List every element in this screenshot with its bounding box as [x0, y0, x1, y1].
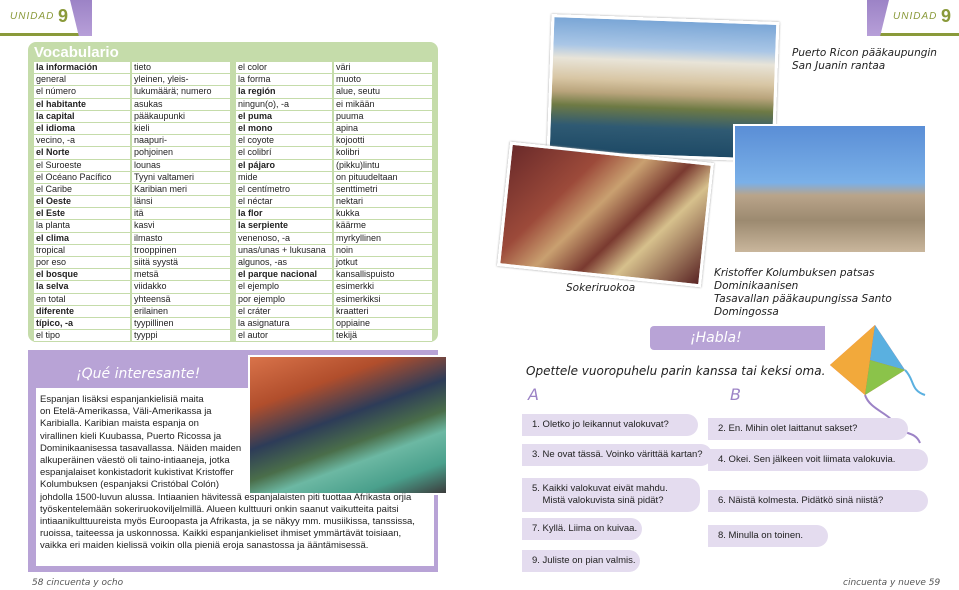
vocabulary-row	[34, 111, 230, 123]
vocabulary-row	[236, 306, 432, 318]
vocabulary-finnish: viidakko	[132, 281, 230, 292]
vocabulary-finnish: länsi	[132, 196, 230, 207]
vocabulary-spanish: ningun(o), -a	[236, 99, 332, 110]
vocabulary-row	[236, 160, 432, 172]
vocabulary-row	[236, 147, 432, 159]
vocabulary-row	[236, 257, 432, 269]
page-number-right: cincuenta y nueve 59	[843, 578, 941, 588]
column-a-heading: A	[528, 385, 539, 404]
vocabulary-finnish: tyyppi	[132, 330, 230, 341]
vocabulary-spanish: el coyote	[236, 135, 332, 146]
text-line: Karibialla. Karibian maista espanja on	[40, 418, 199, 430]
dialog-text: 5. Kaikki valokuvat eivät mahdu.	[532, 483, 668, 494]
dialog-text: 3. Ne ovat tässä. Voinko värittää kartan?	[532, 449, 703, 460]
vocabulary-spanish: en total	[34, 294, 130, 305]
unit-number: 9	[941, 6, 952, 26]
text-line: Kolumbuksen (espanjaksi Cristóbal Colón)	[40, 479, 220, 491]
vocabulary-finnish: metsä	[132, 269, 230, 280]
vocabulary-spanish: el Oeste	[34, 196, 130, 207]
vocabulary-finnish: pohjoinen	[132, 147, 230, 158]
sugarcane-photo	[497, 142, 714, 288]
vocabulary-finnish: lounas	[132, 160, 230, 171]
vocabulary-spanish: venenoso, -a	[236, 233, 332, 244]
text-line: työskentelemään sokeriruokoviljelmillä. Alueen kulttuuri onkin saanut vaikutteita paitsi	[40, 503, 399, 515]
text-line: ruoissa, taiteessa ja uskonnossa. Kaikki espanjankieliset ihmiset ymmärtävät toisiaan,	[40, 528, 402, 540]
text-line: espanjalaiset konkistadorit kukistivat Kristoffer	[40, 467, 234, 479]
vocabulary-row	[236, 86, 432, 98]
vocabulary-spanish: tropical	[34, 245, 130, 256]
vocabulary-spanish: la selva	[34, 281, 130, 292]
vocabulary-finnish: senttimetri	[334, 184, 432, 195]
vocabulary-row	[34, 257, 230, 269]
unit-tab-right	[867, 0, 959, 36]
vocabulary-spanish: por eso	[34, 257, 130, 268]
vocabulary-finnish: Karibian meri	[132, 184, 230, 195]
unit-label: UNIDAD	[10, 11, 55, 22]
vocabulary-finnish: kansallispuisto	[334, 269, 432, 280]
vocabulary-spanish: algunos, -as	[236, 257, 332, 268]
vocabulary-finnish: naapuri-	[132, 135, 230, 146]
vocabulary-row	[236, 330, 432, 342]
vocabulary-finnish: kojootti	[334, 135, 432, 146]
vocabulary-spanish: el néctar	[236, 196, 332, 207]
vocabulary-spanish: unas/unas + lukusana	[236, 245, 332, 256]
vocabulary-row	[236, 233, 432, 245]
page-number-left: 58 cincuenta y ocho	[32, 578, 124, 588]
vocabulary-row	[34, 74, 230, 86]
vocabulary-finnish: oppiaine	[334, 318, 432, 329]
vocabulary-finnish: apina	[334, 123, 432, 134]
vocabulary-spanish: el clima	[34, 233, 130, 244]
vocabulary-spanish: el tipo	[34, 330, 130, 341]
vocabulary-finnish: erilainen	[132, 306, 230, 317]
dialog-text: Mistä valokuvista sinä pidät?	[532, 495, 664, 506]
vocabulary-finnish: (pikku)lintu	[334, 160, 432, 171]
vocabulary-box	[28, 42, 438, 342]
text-line: johdolla 1500-luvun alussa. Intiaanien hävitessä espanjalaisten piti tuottaa Afrikasta orjia	[40, 491, 412, 503]
vocabulary-spanish: el cráter	[236, 306, 332, 317]
vocabulary-row	[34, 196, 230, 208]
dialog-line-b: 4. Okei. Sen jälkeen voit liimata valokuvia.	[708, 449, 928, 471]
vocabulary-spanish: la información	[34, 62, 130, 73]
unit-number: 9	[58, 6, 69, 26]
vocabulary-finnish: pääkaupunki	[132, 111, 230, 122]
vocabulary-finnish: kolibri	[334, 147, 432, 158]
vocabulary-spanish: típico, -a	[34, 318, 130, 329]
unit-label: UNIDAD	[893, 11, 938, 22]
vocabulary-finnish: itä	[132, 208, 230, 219]
vocabulary-title: Vocabulario	[34, 44, 119, 61]
vocabulary-spanish: la asignatura	[236, 318, 332, 329]
vocabulary-row	[236, 99, 432, 111]
unit-tab-left	[0, 0, 92, 36]
caption-plaza	[714, 267, 959, 319]
vocabulary-finnish: esimerkki	[334, 281, 432, 292]
vocabulary-spanish: el puma	[236, 111, 332, 122]
text-line: vaikka eri maiden kielissä voikin olla pieniä eroja sanastossa ja ääntämisessä.	[40, 540, 369, 552]
vocabulary-spanish: la serpiente	[236, 220, 332, 231]
dialog-line-a	[522, 550, 640, 572]
text-line: virallinen kieli Kuubassa, Puerto Ricossa ja	[40, 430, 222, 442]
vocabulary-row	[236, 135, 432, 147]
vocabulary-finnish: kraatteri	[334, 306, 432, 317]
caption-line: Puerto Ricon pääkaupungin	[792, 47, 937, 59]
vocabulary-spanish: el Suroeste	[34, 160, 130, 171]
vocabulary-spanish: el número	[34, 86, 130, 97]
vocabulary-row	[34, 220, 230, 232]
vocabulary-finnish: kasvi	[132, 220, 230, 231]
vocabulary-table-left	[34, 62, 230, 342]
vocabulary-finnish: nektari	[334, 196, 432, 207]
vocabulary-row	[236, 208, 432, 220]
vocabulary-finnish: yhteensä	[132, 294, 230, 305]
vocabulary-row	[236, 294, 432, 306]
vocabulary-finnish: Tyyni valtameri	[132, 172, 230, 183]
caption-line: San Juanin rantaa	[792, 60, 886, 72]
vocabulary-row	[34, 281, 230, 293]
vocabulary-row	[236, 111, 432, 123]
vocabulary-row	[34, 123, 230, 135]
vocabulary-finnish: yleinen, yleis-	[132, 74, 230, 85]
vocabulary-finnish: kieli	[132, 123, 230, 134]
vocabulary-spanish: el pájaro	[236, 160, 332, 171]
vocabulary-finnish: puuma	[334, 111, 432, 122]
vocabulary-spanish: diferente	[34, 306, 130, 317]
vocabulary-finnish: esimerkiksi	[334, 294, 432, 305]
vocabulary-row	[34, 184, 230, 196]
vocabulary-spanish: el habitante	[34, 99, 130, 110]
vocabulary-row	[34, 99, 230, 111]
vocabulary-row	[34, 294, 230, 306]
dialog-line-a	[522, 478, 700, 512]
text-line: Espanjan lisäksi espanjankielisiä maita	[40, 394, 204, 405]
column-b-heading: B	[730, 385, 741, 404]
vocabulary-spanish: el ejemplo	[236, 281, 332, 292]
text-line: Dominikaanisessa tasavallassa. Näiden maiden	[40, 442, 242, 454]
vocabulary-row	[236, 172, 432, 184]
vocabulary-spanish: la capital	[34, 111, 130, 122]
vocabulary-finnish: ei mikään	[334, 99, 432, 110]
vocabulary-row	[34, 269, 230, 281]
vocabulary-row	[34, 135, 230, 147]
dialog-text: 9. Juliste on pian valmis.	[532, 555, 636, 566]
vocabulary-finnish: käärme	[334, 220, 432, 231]
vocabulary-row	[34, 147, 230, 159]
vocabulary-spanish: vecino, -a	[34, 135, 130, 146]
vocabulary-spanish: el Océano Pacífico	[34, 172, 130, 183]
vocabulary-row	[34, 208, 230, 220]
vocabulary-finnish: myrkyllinen	[334, 233, 432, 244]
text-line: on Etelä-Amerikassa, Väli-Amerikassa ja	[40, 406, 212, 418]
vocabulary-spanish: general	[34, 74, 130, 85]
vocabulary-row	[34, 62, 230, 74]
vocabulary-row	[236, 318, 432, 330]
vocabulary-row	[34, 245, 230, 257]
dialog-line-a	[522, 518, 642, 540]
vocabulary-row	[236, 184, 432, 196]
vocabulary-spanish: el colibrí	[236, 147, 332, 158]
vocabulary-table-right	[236, 62, 432, 342]
vocabulary-spanish: el bosque	[34, 269, 130, 280]
dialog-line-b: 6. Näistä kolmesta. Pidätkö sinä niistä?	[708, 490, 928, 512]
vocabulary-finnish: tekijä	[334, 330, 432, 341]
caption-line: Tasavallan pääkaupungissa Santo Domingossa	[714, 293, 892, 318]
vocabulary-finnish: alue, seutu	[334, 86, 432, 97]
vocabulary-row	[34, 172, 230, 184]
vocabulary-spanish: mide	[236, 172, 332, 183]
vocabulary-finnish: jotkut	[334, 257, 432, 268]
vocabulary-spanish: el Norte	[34, 147, 130, 158]
vocabulary-finnish: on pituudeltaan	[334, 172, 432, 183]
vocabulary-finnish: tyypillinen	[132, 318, 230, 329]
vocabulary-row	[236, 281, 432, 293]
vocabulary-row	[34, 306, 230, 318]
vocabulary-row	[236, 245, 432, 257]
habla-instruction: Opettele vuoropuhelu parin kanssa tai keksi oma.	[526, 364, 826, 378]
vocabulary-finnish: väri	[334, 62, 432, 73]
vocabulary-row	[34, 86, 230, 98]
dialog-line-a	[522, 414, 698, 436]
text-line: intiaanikulttuureista myös Euroopasta ja Afrikasta, ja se näkyy mm. musiikissa, tanssissa,	[40, 516, 415, 528]
vocabulary-row	[34, 318, 230, 330]
habla-title: ¡Habla!	[690, 330, 742, 346]
vocabulary-row	[236, 196, 432, 208]
vocabulary-finnish: ilmasto	[132, 233, 230, 244]
vocabulary-finnish: noin	[334, 245, 432, 256]
vocabulary-row	[236, 269, 432, 281]
vocabulary-spanish: la forma	[236, 74, 332, 85]
vocabulary-row	[236, 123, 432, 135]
vocabulary-spanish: el color	[236, 62, 332, 73]
vocabulary-spanish: la flor	[236, 208, 332, 219]
vocabulary-spanish: la región	[236, 86, 332, 97]
caption-line: Kristoffer Kolumbuksen patsas Dominikaanisen	[714, 267, 875, 292]
vocabulary-spanish: el parque nacional	[236, 269, 332, 280]
vocabulary-spanish: el autor	[236, 330, 332, 341]
vocabulary-finnish: trooppinen	[132, 245, 230, 256]
text-line: alkuperäinen väestö oli taino-intiaaneja, jotka	[40, 455, 230, 467]
vocabulary-row	[236, 74, 432, 86]
vocabulary-row	[236, 220, 432, 232]
dialog-line-b: 8. Minulla on toinen.	[708, 525, 828, 547]
que-interesante-text	[40, 394, 460, 553]
vocabulary-row	[34, 160, 230, 172]
vocabulary-spanish: la planta	[34, 220, 130, 231]
columbus-statue-photo	[733, 124, 927, 254]
vocabulary-finnish: asukas	[132, 99, 230, 110]
caption-puerto-rico	[792, 47, 937, 73]
vocabulary-finnish: tieto	[132, 62, 230, 73]
vocabulary-spanish: el centímetro	[236, 184, 332, 195]
dialog-line-b: 2. En. Mihin olet laittanut sakset?	[708, 418, 908, 440]
vocabulary-finnish: siitä syystä	[132, 257, 230, 268]
vocabulary-row	[34, 233, 230, 245]
vocabulary-row	[34, 330, 230, 342]
vocabulary-finnish: kukka	[334, 208, 432, 219]
vocabulary-spanish: el Caribe	[34, 184, 130, 195]
dialog-text: 1. Oletko jo leikannut valokuvat?	[532, 419, 669, 430]
vocabulary-finnish: lukumäärä; numero	[132, 86, 230, 97]
vocabulary-spanish: el Este	[34, 208, 130, 219]
vocabulary-spanish: el mono	[236, 123, 332, 134]
vocabulary-finnish: muoto	[334, 74, 432, 85]
que-interesante-title: ¡Qué interesante!	[76, 366, 201, 382]
dialog-line-a	[522, 444, 712, 466]
caption-sugar: Sokeriruokoa	[566, 282, 636, 294]
vocabulary-spanish: por ejemplo	[236, 294, 332, 305]
dialog-text: 7. Kyllä. Liima on kuivaa.	[532, 523, 638, 534]
vocabulary-spanish: el idioma	[34, 123, 130, 134]
vocabulary-row	[236, 62, 432, 74]
